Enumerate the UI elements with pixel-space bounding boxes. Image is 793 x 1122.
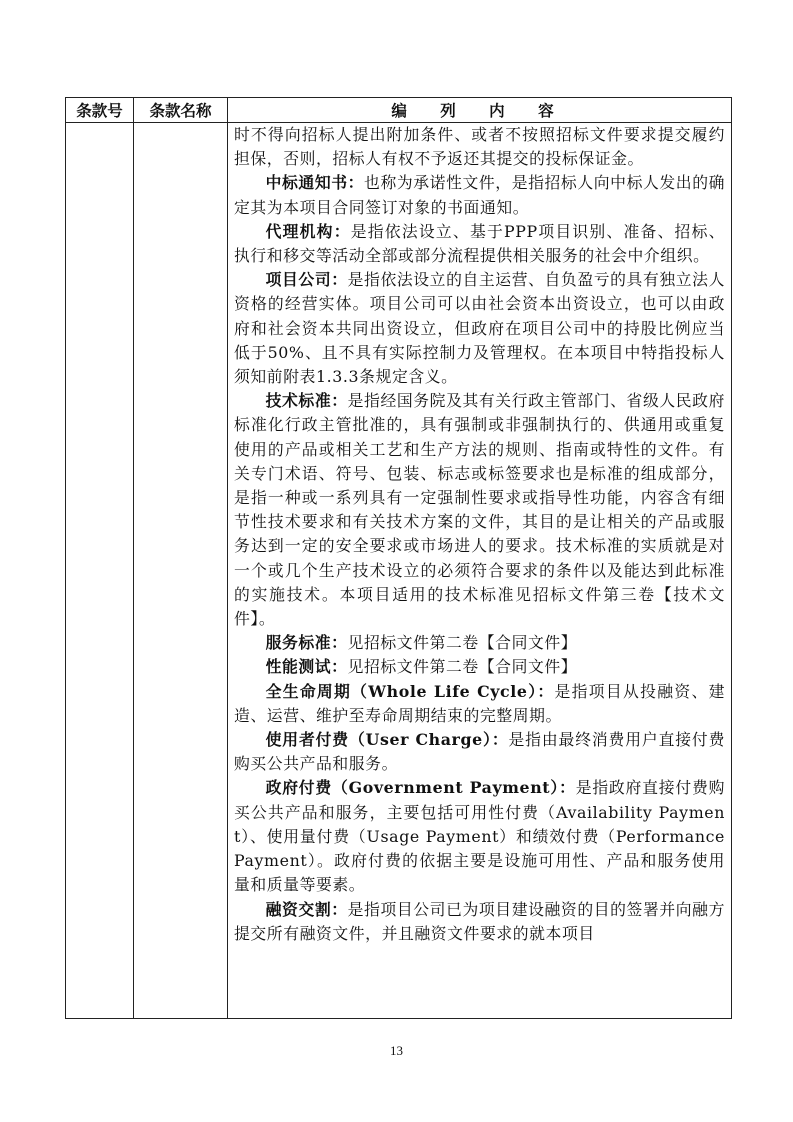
paragraph (234, 898, 725, 946)
paragraph-text: 时不得向招标人提出附加条件、或者不按照招标文件要求提交履约担保，否则，招标人有权不予返还其提交的投标保证金。 (234, 125, 725, 169)
term-label: 中标通知书： (265, 173, 365, 193)
paragraph-text: 也称为承诺性文件，是指招标人向中标人发出的确定其为本项目合同签订对象的书面通知。 (234, 173, 725, 217)
header-content: 编 列 内 容 (228, 98, 732, 123)
page-number: 13 (390, 1043, 403, 1058)
paragraph (234, 171, 725, 219)
term-label: 代理机构： (265, 221, 351, 241)
paragraph-text: 是指项目从投融资、建造、运营、维护至寿命周期结束的完整周期。 (234, 681, 725, 725)
paragraph-text: 是指政府直接付费购买公共产品和服务，主要包括可用性付费（Availability Payment）、使用量付费（Usage Payment）和绩效付费（Performance Payment）。政府付费的依据主要是设施可用性、产品和服务使用量和质量等要素。 (234, 778, 725, 895)
term-label: 性能测试： (265, 657, 348, 677)
header-clause-name: 条款名称 (134, 98, 228, 123)
paragraph (234, 776, 725, 897)
table-row (66, 123, 732, 1019)
clause-name-cell (134, 123, 228, 1019)
term-label: 项目公司： (265, 270, 348, 290)
term-label: 服务标准： (265, 633, 348, 653)
paragraph (234, 268, 725, 389)
term-label: 全生命周期（Whole Life Cycle）： (265, 681, 555, 701)
term-label: 政府付费（Government Payment）： (265, 778, 576, 798)
paragraph (234, 631, 725, 655)
clause-table (65, 97, 732, 1019)
table-header-row (66, 98, 732, 123)
term-label: 融资交割： (265, 899, 348, 919)
paragraph (234, 728, 725, 776)
term-label: 使用者付费（User Charge）： (265, 730, 509, 750)
paragraph-text: 是指由最终消费用户直接付费购买公共产品和服务。 (234, 730, 725, 774)
content-cell (228, 123, 732, 1019)
paragraph (234, 389, 725, 631)
paragraph-text: 是指项目公司已为项目建设融资的目的签署并向融方提交所有融资文件，并且融资文件要求的就本项目 (234, 899, 725, 943)
paragraph (234, 655, 725, 679)
term-label: 技术标准： (265, 391, 348, 411)
paragraph (234, 680, 725, 728)
paragraph-text: 见招标文件第二卷【合同文件】 (347, 633, 578, 653)
paragraph-text: 是指经国务院及其有关行政主管部门、省级人民政府标准化行政主管批准的，具有强制或非强制执行的、供通用或重复使用的产品或相关工艺和生产方法的规则、指南或特性的文件。有关专门术语、符号、包装、标志或标签要求也是标准的组成部分，是指一种或一系列具有一定强制性要求或指导性功能，内容含有细节性技术要求和有关技术方案的文件，其目的是让相关的产品或服务达到一定的安全要求或市场进人的要求。技术标准的实质就是对一个或几个生产技术设立的必须符合要求的条件以及能达到此标准的实施技术。本项目适用的技术标准见招标文件第三卷【技术文件】。 (234, 391, 725, 629)
header-clause-number: 条款号 (66, 98, 134, 123)
paragraph-text: 是指依法设立、基于PPP项目识别、准备、招标、执行和移交等活动全部或部分流程提供相关服务的社会中介组织。 (234, 221, 725, 266)
content-body (234, 123, 725, 946)
paragraph-text: 见招标文件第二卷【合同文件】 (347, 657, 578, 677)
paragraph (234, 123, 725, 171)
paragraph-text: 是指依法设立的自主运营、自负盈亏的具有独立法人资格的经营实体。项目公司可以由社会资本出资设立，也可以由政府和社会资本共同出资设立，但政府在项目公司中的持股比例应当低于50%、且不具有实际控制力及管理权。在本项目中特指投标人须知前附表1.3.3条规定含义。 (234, 270, 725, 387)
paragraph (234, 220, 725, 268)
clause-number-cell (66, 123, 134, 1019)
